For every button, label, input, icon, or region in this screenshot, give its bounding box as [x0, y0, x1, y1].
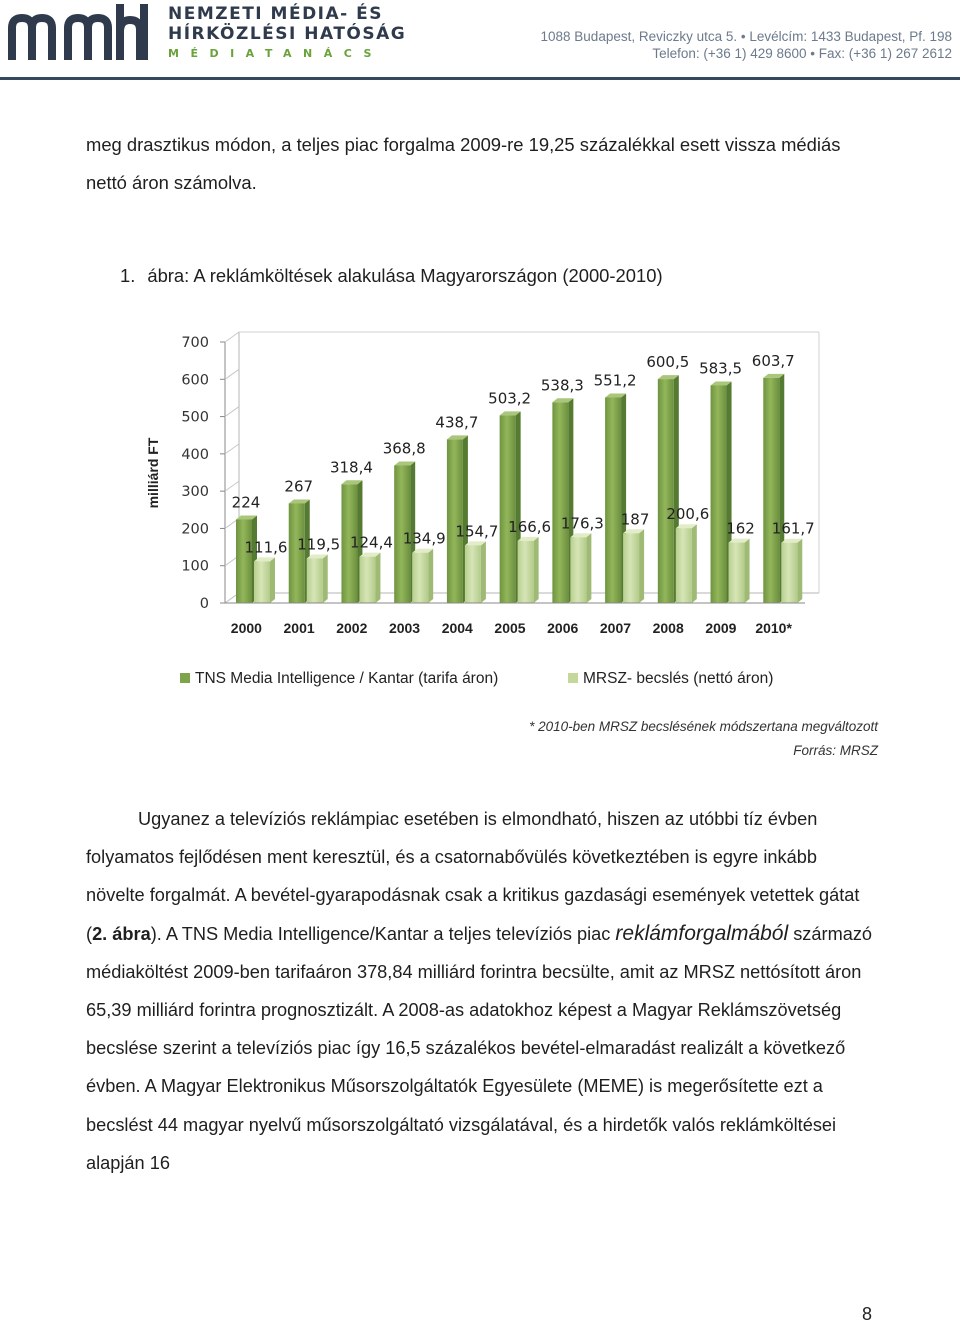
bar-tns — [552, 398, 573, 603]
x-tick-label: 2007 — [599, 620, 632, 636]
address-line: 1088 Budapest, Reviczky utca 5. • Levélcím: 1433 Budapest, Pf. 198 — [540, 29, 952, 44]
data-label-mrsz: 176,3 — [560, 514, 604, 533]
y-tick-depth — [225, 407, 239, 417]
bar-tns — [236, 515, 257, 603]
phone-fax-line: Telefon: (+36 1) 429 8600 • Fax: (+36 1) 267 2612 — [652, 46, 952, 61]
bar-side — [323, 554, 328, 603]
source-note: Forrás: MRSZ — [793, 743, 878, 758]
svg-text:mmhh: mmhh — [6, 2, 9, 3]
org-name-line2: HÍRKÖZLÉSI HATÓSÁG — [168, 24, 407, 44]
data-label-tns: 551,2 — [593, 371, 637, 390]
bar-mrsz — [729, 539, 750, 603]
bar-mrsz — [676, 524, 697, 603]
bar-front — [236, 519, 252, 603]
data-label-mrsz: 161,7 — [771, 519, 815, 538]
bar-mrsz — [465, 541, 486, 603]
data-label-mrsz: 162 — [726, 519, 755, 538]
x-tick-label: 2003 — [388, 620, 421, 636]
data-label-mrsz: 166,6 — [508, 517, 552, 536]
chart-legend — [180, 670, 773, 687]
x-axis — [225, 603, 805, 636]
data-label-tns: 583,5 — [699, 359, 743, 378]
y-tick-label: 700 — [181, 335, 209, 351]
data-label-tns: 603,7 — [751, 351, 795, 370]
bar-tns — [605, 393, 626, 603]
bar-tns — [500, 411, 521, 603]
paragraph-part3: származó médiaköltést 2009-ben tarifaáron 378,84 milliárd forintra becsülte, amit az MRSZ nettósított áron 65,39 milliárd forintra prognosztizált. A 2008-as adatokhoz képest a Magyar Reklámszövetség becslése szerint a televíziós piac így 16,5 százalékos bevétel-elmaradást realizált a következő évben. A Magyar Elektronikus Műsorszolgáltatók Egyesülete (MEME) is megerősítette ezt a becslést 44 magyar nyelvű műsorszolgáltató vizsgálatával, és a hirdetők valós reklámköltései alapján 16 — [86, 923, 873, 1173]
paragraph-television — [86, 800, 876, 1182]
bar-front — [307, 558, 323, 603]
y-tick-label: 500 — [181, 409, 209, 426]
data-label-mrsz: 119,5 — [297, 535, 341, 554]
paragraph-part2: ). A TNS Media Intelligence/Kantar a teljes televíziós piac — [150, 923, 616, 944]
bar-chart — [130, 318, 850, 703]
bar-side — [428, 549, 433, 603]
caption-number: 1. — [120, 265, 136, 286]
data-label-mrsz: 134,9 — [402, 529, 446, 548]
bar-mrsz — [254, 557, 275, 603]
bar-tns — [711, 381, 732, 603]
bar-side — [797, 539, 802, 603]
bar-front — [465, 545, 481, 603]
bar-mrsz — [412, 549, 433, 603]
y-tick-label: 300 — [181, 484, 209, 501]
bar-front — [729, 543, 745, 603]
data-label-mrsz: 154,7 — [455, 522, 499, 541]
bar-side — [692, 524, 697, 603]
bar-side — [534, 537, 539, 603]
bar-mrsz — [570, 533, 591, 603]
x-tick-label: 2009 — [705, 620, 737, 636]
y-tick-label: 400 — [181, 446, 209, 463]
y-tick-label: 100 — [181, 558, 209, 575]
legend-label-mrsz: MRSZ- becslés (nettó áron) — [583, 670, 774, 687]
org-name-line3: MÉDIATANÁCS — [168, 47, 383, 60]
legend-swatch-mrsz — [568, 673, 578, 683]
emphasized-word: reklámforgalmából — [615, 921, 789, 945]
y-axis — [181, 332, 239, 612]
bar-front — [570, 537, 586, 603]
x-tick-label: 2008 — [652, 620, 684, 636]
x-tick-label: 2010* — [755, 620, 792, 636]
bar-mrsz — [359, 553, 380, 603]
x-tick-label: 2006 — [547, 620, 579, 636]
figure-caption — [120, 265, 663, 287]
legend-label-tns: TNS Media Intelligence / Kantar (tarifa áron) — [195, 670, 499, 687]
y-tick-label: 600 — [181, 372, 209, 389]
bar-front — [518, 541, 534, 603]
y-tick-depth — [225, 369, 239, 379]
x-tick-label: 2001 — [283, 620, 315, 636]
bar-mrsz — [781, 539, 802, 603]
data-label-tns: 503,2 — [488, 389, 532, 408]
bar-front — [359, 557, 375, 603]
y-tick-depth — [225, 332, 239, 342]
data-label-tns: 600,5 — [646, 353, 690, 372]
data-label-tns: 538,3 — [540, 376, 584, 395]
bar-front — [552, 402, 568, 603]
header-divider — [0, 77, 960, 80]
figure-reference: 2. ábra — [92, 923, 151, 944]
y-tick-label: 200 — [181, 521, 209, 538]
x-tick-label: 2004 — [441, 620, 473, 636]
x-tick-label: 2005 — [494, 620, 526, 636]
bar-side — [745, 539, 750, 603]
bar-mrsz — [518, 537, 539, 603]
bar-mrsz — [623, 529, 644, 603]
caption-text: ábra: A reklámköltések alakulása Magyarországon (2000-2010) — [147, 265, 663, 286]
bar-tns — [763, 374, 784, 603]
bar-front — [605, 397, 621, 603]
bar-front — [658, 379, 674, 603]
bar-front — [500, 415, 516, 603]
bar-side — [639, 529, 644, 603]
data-label-tns: 438,7 — [435, 413, 479, 432]
x-tick-label: 2000 — [230, 620, 262, 636]
bar-side — [270, 557, 275, 603]
data-label-mrsz: 111,6 — [244, 538, 288, 557]
organization-name — [168, 4, 406, 63]
bar-tns — [658, 375, 679, 603]
logo-icon — [6, 2, 156, 62]
bar-front — [676, 528, 692, 603]
data-label-mrsz: 124,4 — [349, 533, 393, 552]
bar-side — [481, 541, 486, 603]
bar-front — [254, 561, 270, 603]
data-label-mrsz: 200,6 — [666, 505, 710, 524]
y-tick-label: 0 — [199, 596, 209, 612]
y-tick-depth — [225, 481, 239, 491]
bar-side — [375, 553, 380, 603]
data-label-mrsz: 187 — [620, 510, 650, 529]
contact-address — [541, 28, 952, 62]
page-number: 8 — [862, 1304, 873, 1324]
bar-front — [447, 439, 463, 603]
data-label-tns: 224 — [231, 493, 261, 512]
data-label-tns: 267 — [284, 477, 314, 496]
bar-front — [711, 385, 727, 603]
bar-side — [586, 533, 591, 603]
bar-tns — [447, 435, 468, 603]
bar-front — [623, 533, 639, 603]
bar-front — [763, 378, 779, 603]
chart-bars — [232, 352, 815, 603]
org-name-line1: NEMZETI MÉDIA- ÉS — [168, 4, 383, 24]
bar-front — [781, 543, 797, 603]
y-tick-depth — [225, 444, 239, 454]
paragraph-part1: Ugyanez a televíziós reklámpiac esetében is elmondható, hiszen az utóbbi tíz évben folyamatos fejlődésen ment keresztül, és a csatornabővülés következtében is egyre inkább növelte forgalmát. A bevétel-gyarapodásnak csak a kritikus gazdasági események vetettek gátat ( — [86, 809, 860, 944]
y-axis-label: milliárd FT — [145, 437, 161, 509]
bar-front — [412, 553, 428, 603]
data-label-tns: 368,8 — [382, 439, 426, 458]
paragraph-intro: meg drasztikus módon, a teljes piac forgalma 2009-re 19,25 százalékkal esett vissza médiás nettó áron számolva. — [86, 134, 841, 193]
x-tick-label: 2002 — [336, 620, 368, 636]
legend-swatch-tns — [180, 673, 190, 683]
data-label-tns: 318,4 — [329, 458, 373, 477]
methodology-note: * 2010-ben MRSZ becslésének módszertana megváltozott — [529, 719, 878, 734]
bar-mrsz — [307, 554, 328, 603]
